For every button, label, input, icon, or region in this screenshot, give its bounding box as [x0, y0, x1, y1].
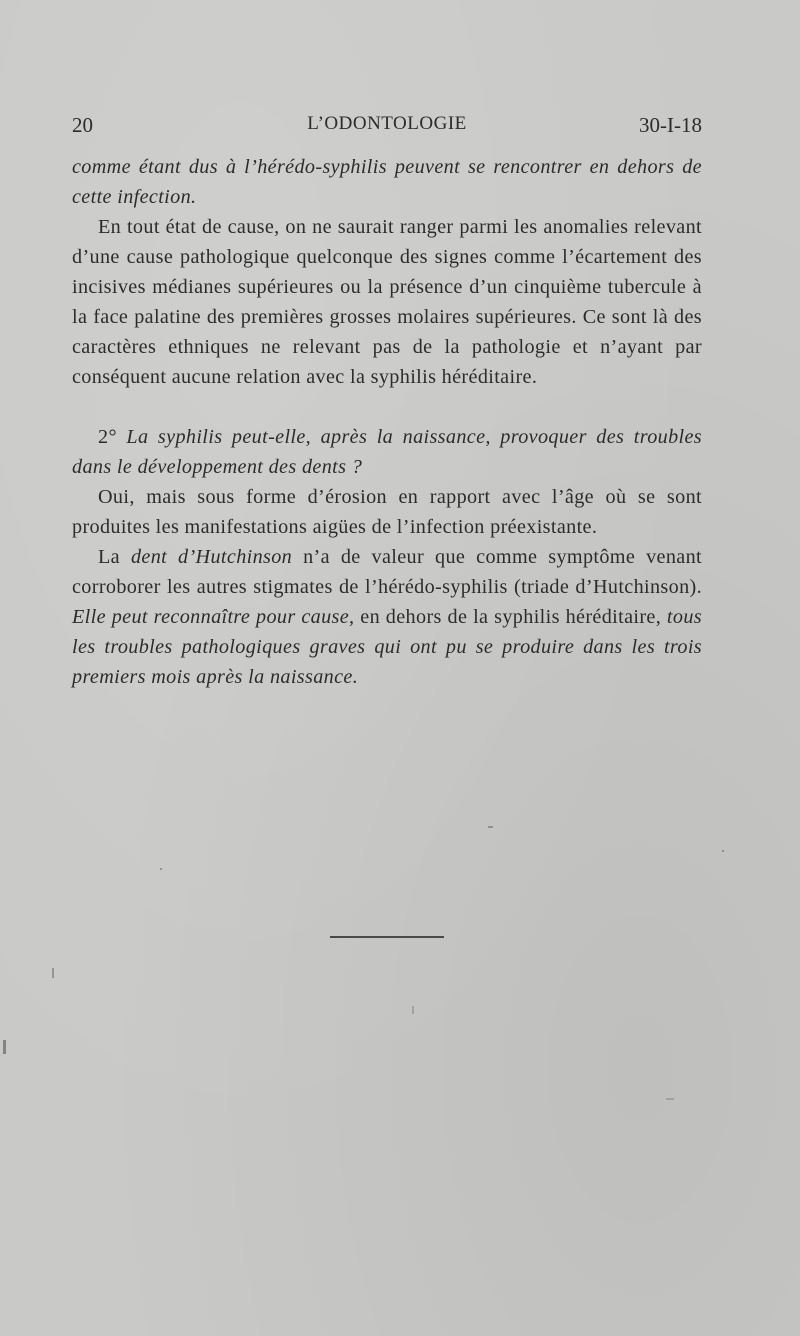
- question-heading: [72, 422, 702, 482]
- text-segment: n’a de valeur que comme symptôme venant corroborer les autres stigmates de l’hérédo-syphilis (triade d’Hutchinson).: [72, 546, 703, 598]
- section-divider-rule: [330, 936, 444, 938]
- section-gap: [72, 392, 702, 422]
- text-segment: comme étant dus à l’hérédo-syphilis peuvent se rencontrer en dehors de cette infection.: [72, 156, 702, 208]
- question-text: La syphilis peut-elle, après la naissance, provoquer des troubles dans le développement des dents ?: [72, 426, 702, 478]
- paper-speck: [412, 1006, 414, 1014]
- paper-speck: [160, 868, 162, 870]
- paragraph-answer: [72, 482, 702, 542]
- text-segment-italic: tous les troubles pathologiques graves qui ont pu se produire dans les trois premiers mois après la naissance.: [72, 606, 702, 688]
- body-text: [72, 152, 702, 692]
- running-head: [72, 113, 702, 141]
- text-segment-italic: dent d’Hutchinson: [130, 546, 293, 568]
- text-segment: en dehors de la syphilis héréditaire,: [354, 606, 667, 628]
- issue-date: 30-I-18: [639, 113, 702, 137]
- paragraph-continuation: [72, 152, 702, 212]
- paragraph-hutchinson: [72, 542, 702, 692]
- question-number: 2°: [98, 426, 127, 448]
- paragraph-ethnic-traits: [72, 212, 702, 392]
- text-segment-italic: Elle peut reconnaître pour cause,: [72, 606, 355, 628]
- text-segment: Oui, mais sous forme d’érosion en rapport avec l’âge où se sont produites les manifestations aigües de l’infection préexistante.: [72, 486, 702, 538]
- page-number: 20: [72, 113, 93, 137]
- paper-speck: [52, 968, 54, 978]
- journal-title: L’ODONTOLOGIE: [307, 113, 467, 134]
- text-segment: La: [98, 546, 131, 568]
- paper-speck: [3, 1040, 6, 1054]
- paper-speck: [666, 1098, 674, 1100]
- text-segment: En tout état de cause, on ne saurait ranger parmi les anomalies relevant d’une cause pathologique quelconque des signes comme l’écartement des incisives médianes supérieures ou la présence d’un cinquième tubercule à la face palatine des premières grosses molaires supérieures. Ce sont là des caractères ethniques ne relevant pas de la pathologie et n’ayant par conséquent aucune relation avec la syphilis héréditaire.: [72, 216, 702, 388]
- paper-speck: [722, 850, 724, 852]
- paper-speck: [488, 826, 493, 828]
